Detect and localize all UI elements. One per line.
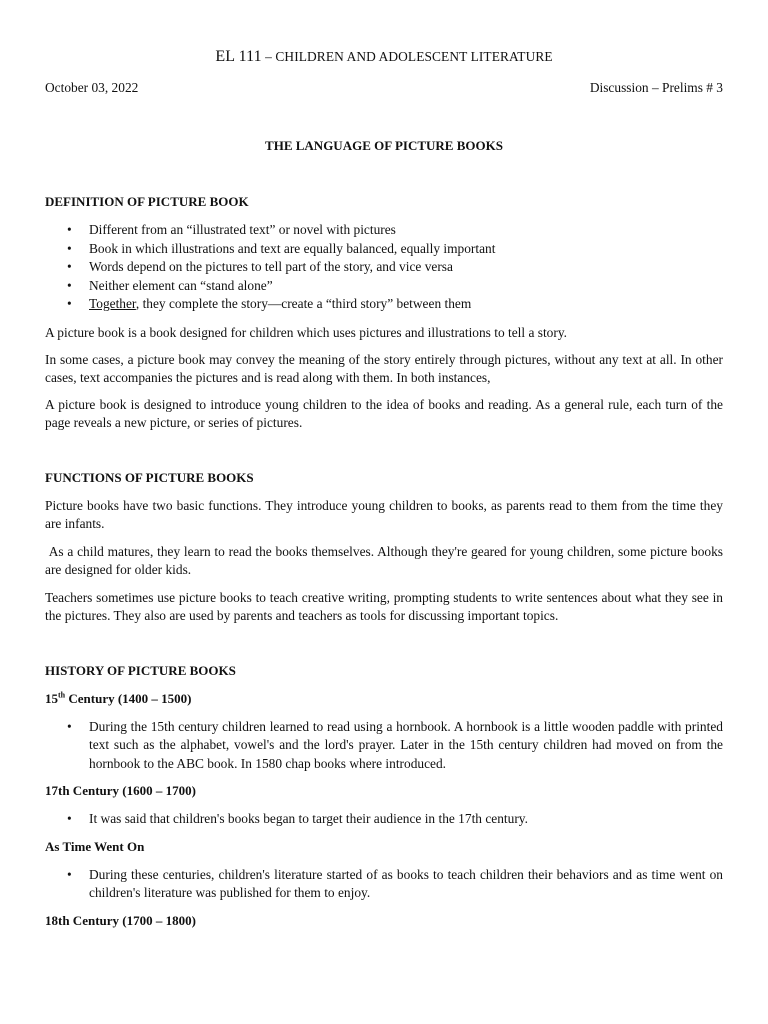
history-heading: HISTORY OF PICTURE BOOKS [45, 662, 236, 678]
underlined-word: Together [89, 296, 136, 311]
list-item: • During these centuries, children's literature started of as books to teach children their behaviors and as time went on children's literature was published for them to enjoy. [67, 866, 723, 900]
list-item: • Together, they complete the story—create a “third story” between them [89, 295, 723, 314]
functions-heading: FUNCTIONS OF PICTURE BOOKS [45, 469, 254, 485]
document-body [45, 193, 727, 930]
paragraph: A picture book is designed to introduce young children to the idea of books and reading. As a general rule, each turn of the page reveals a new picture, or series of pictures. [45, 396, 723, 430]
century-15-heading: 15th Century (1400 – 1500) [45, 690, 192, 706]
bullet-icon: • [67, 296, 72, 311]
paragraph: As a child matures, they learn to read the books themselves. Although they're geared for young children, some picture books are designed for older kids. [45, 543, 727, 577]
bullet-icon: • [67, 240, 72, 256]
century-17-list [45, 810, 723, 829]
as-time-went-on-list [45, 866, 723, 903]
bullet-icon: • [67, 222, 72, 237]
course-code: EL 111 [215, 48, 262, 65]
course-name: – CHILDREN AND ADOLESCENT LITERATURE [261, 49, 553, 64]
list-item: • Different from an “illustrated text” or novel with pictures [89, 221, 723, 240]
bullet-icon: • [67, 259, 72, 274]
course-title [0, 48, 768, 66]
list-item: • During the 15th century children learned to read using a hornbook. A hornbook is a little wooden paddle with printed text such as the alphabet, vowel's and the lord's prayer. Later in the 15th century children had moved on from the hornbook to the ABC book. In 1580 chap books where introduced. [67, 718, 723, 771]
list-item: • Words depend on the pictures to tell part of the story, and vice versa [89, 258, 723, 277]
paragraph: Picture books have two basic functions. They introduce young children to books, as parents read to them from the time they are infants. [45, 497, 723, 531]
document-date: October 03, 2022 [45, 80, 139, 95]
as-time-went-on-heading: As Time Went On [45, 838, 145, 854]
paragraph: A picture book is a book designed for children which uses pictures and illustrations to tell a story. [45, 324, 568, 340]
session-label: Discussion – Prelims # 3 [589, 80, 723, 95]
century-15-list [45, 718, 723, 774]
list-item: • Book in which illustrations and text are equally balanced, equally important [89, 240, 723, 259]
bullet-icon: • [67, 811, 72, 826]
bullet-icon: • [67, 277, 72, 293]
document-title: THE LANGUAGE OF PICTURE BOOKS [265, 138, 503, 153]
century-17-heading: 17th Century (1600 – 1700) [45, 783, 196, 798]
century-18-heading: 18th Century (1700 – 1800) [45, 912, 196, 928]
meta-row [45, 79, 723, 97]
paragraph: Teachers sometimes use picture books to teach creative writing, prompting students to write sentences about what they see in the pictures. They also are used by parents and teachers as tools for discussing important topics. [45, 589, 723, 623]
list-item: • It was said that children's books began to target their audience in the 17th century. [89, 810, 723, 829]
bullet-icon: • [67, 866, 72, 882]
definition-bullet-list [45, 221, 723, 314]
list-item: • Neither element can “stand alone” [89, 277, 723, 296]
definition-heading: DEFINITION OF PICTURE BOOK [45, 194, 249, 209]
bullet-icon: • [67, 718, 72, 734]
paragraph: In some cases, a picture book may convey the meaning of the story entirely through pictures, without any text at all. In other cases, text accompanies the pictures and is read along with them. In both instances, [45, 351, 723, 385]
